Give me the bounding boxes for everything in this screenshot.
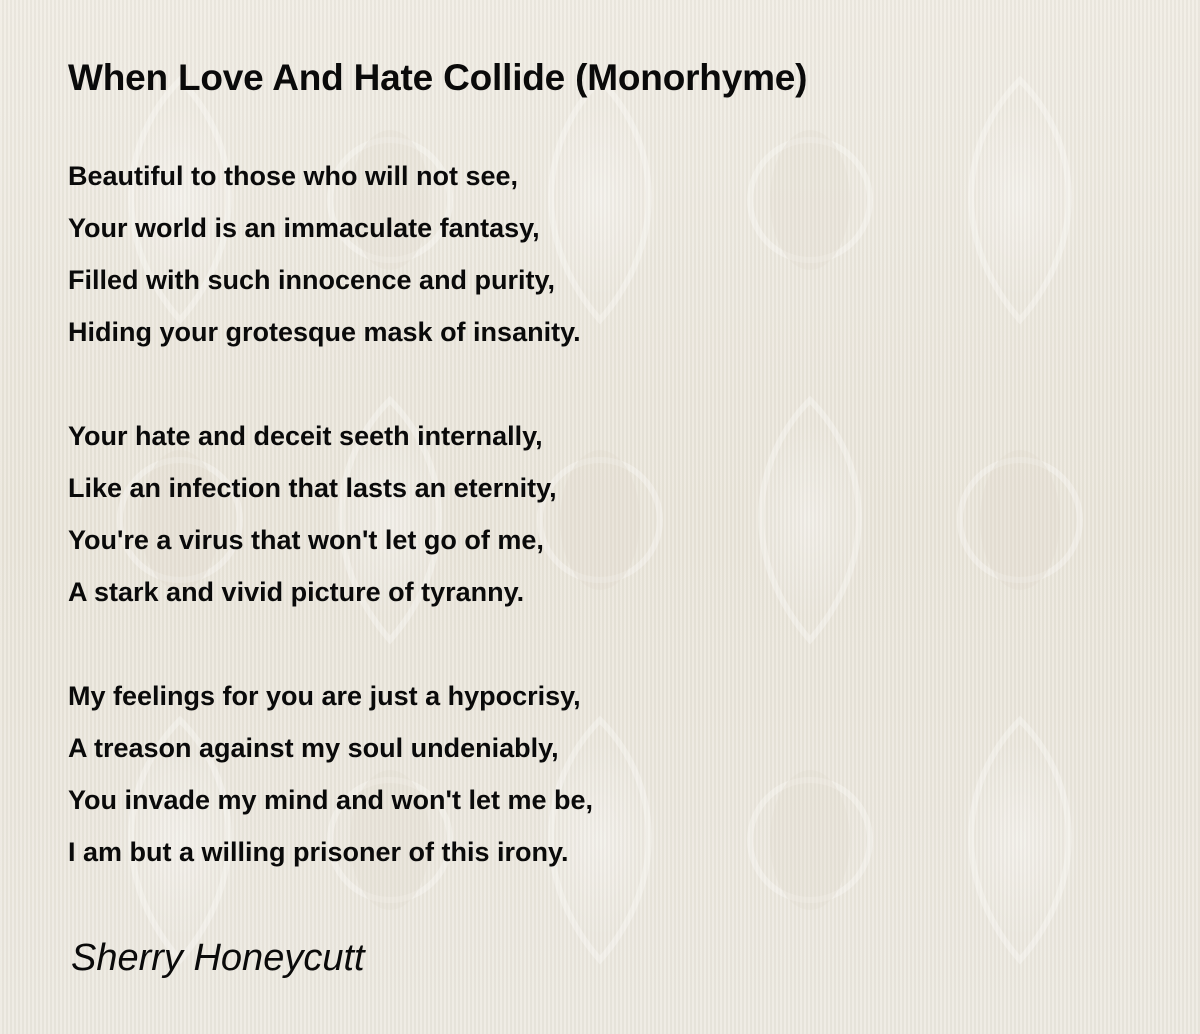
poem-line: Your world is an immaculate fantasy, <box>68 213 540 243</box>
poem-line: You invade my mind and won't let me be, <box>68 785 593 815</box>
poem-line: Your hate and deceit seeth internally, <box>68 421 543 451</box>
poem-line: Like an infection that lasts an eternity, <box>68 473 557 503</box>
poem-line: A treason against my soul undeniably, <box>68 733 559 763</box>
poem-line: My feelings for you are just a hypocrisy, <box>68 681 581 711</box>
poem-body <box>68 150 593 930</box>
poem-line: You're a virus that won't let go of me, <box>68 525 544 555</box>
stanza-3 <box>68 670 593 878</box>
poem-line: Beautiful to those who will not see, <box>68 161 519 191</box>
poem-line: Hiding your grotesque mask of insanity. <box>68 317 581 347</box>
poem-line: Filled with such innocence and purity, <box>68 265 556 295</box>
poem-line: I am but a willing prisoner of this irony. <box>68 837 569 867</box>
stanza-2 <box>68 410 593 618</box>
stanza-1 <box>68 150 593 358</box>
poem-author: Sherry Honeycutt <box>71 937 365 979</box>
poem-line: A stark and vivid picture of tyranny. <box>68 577 525 607</box>
poem-title: When Love And Hate Collide (Monorhyme) <box>68 57 808 98</box>
